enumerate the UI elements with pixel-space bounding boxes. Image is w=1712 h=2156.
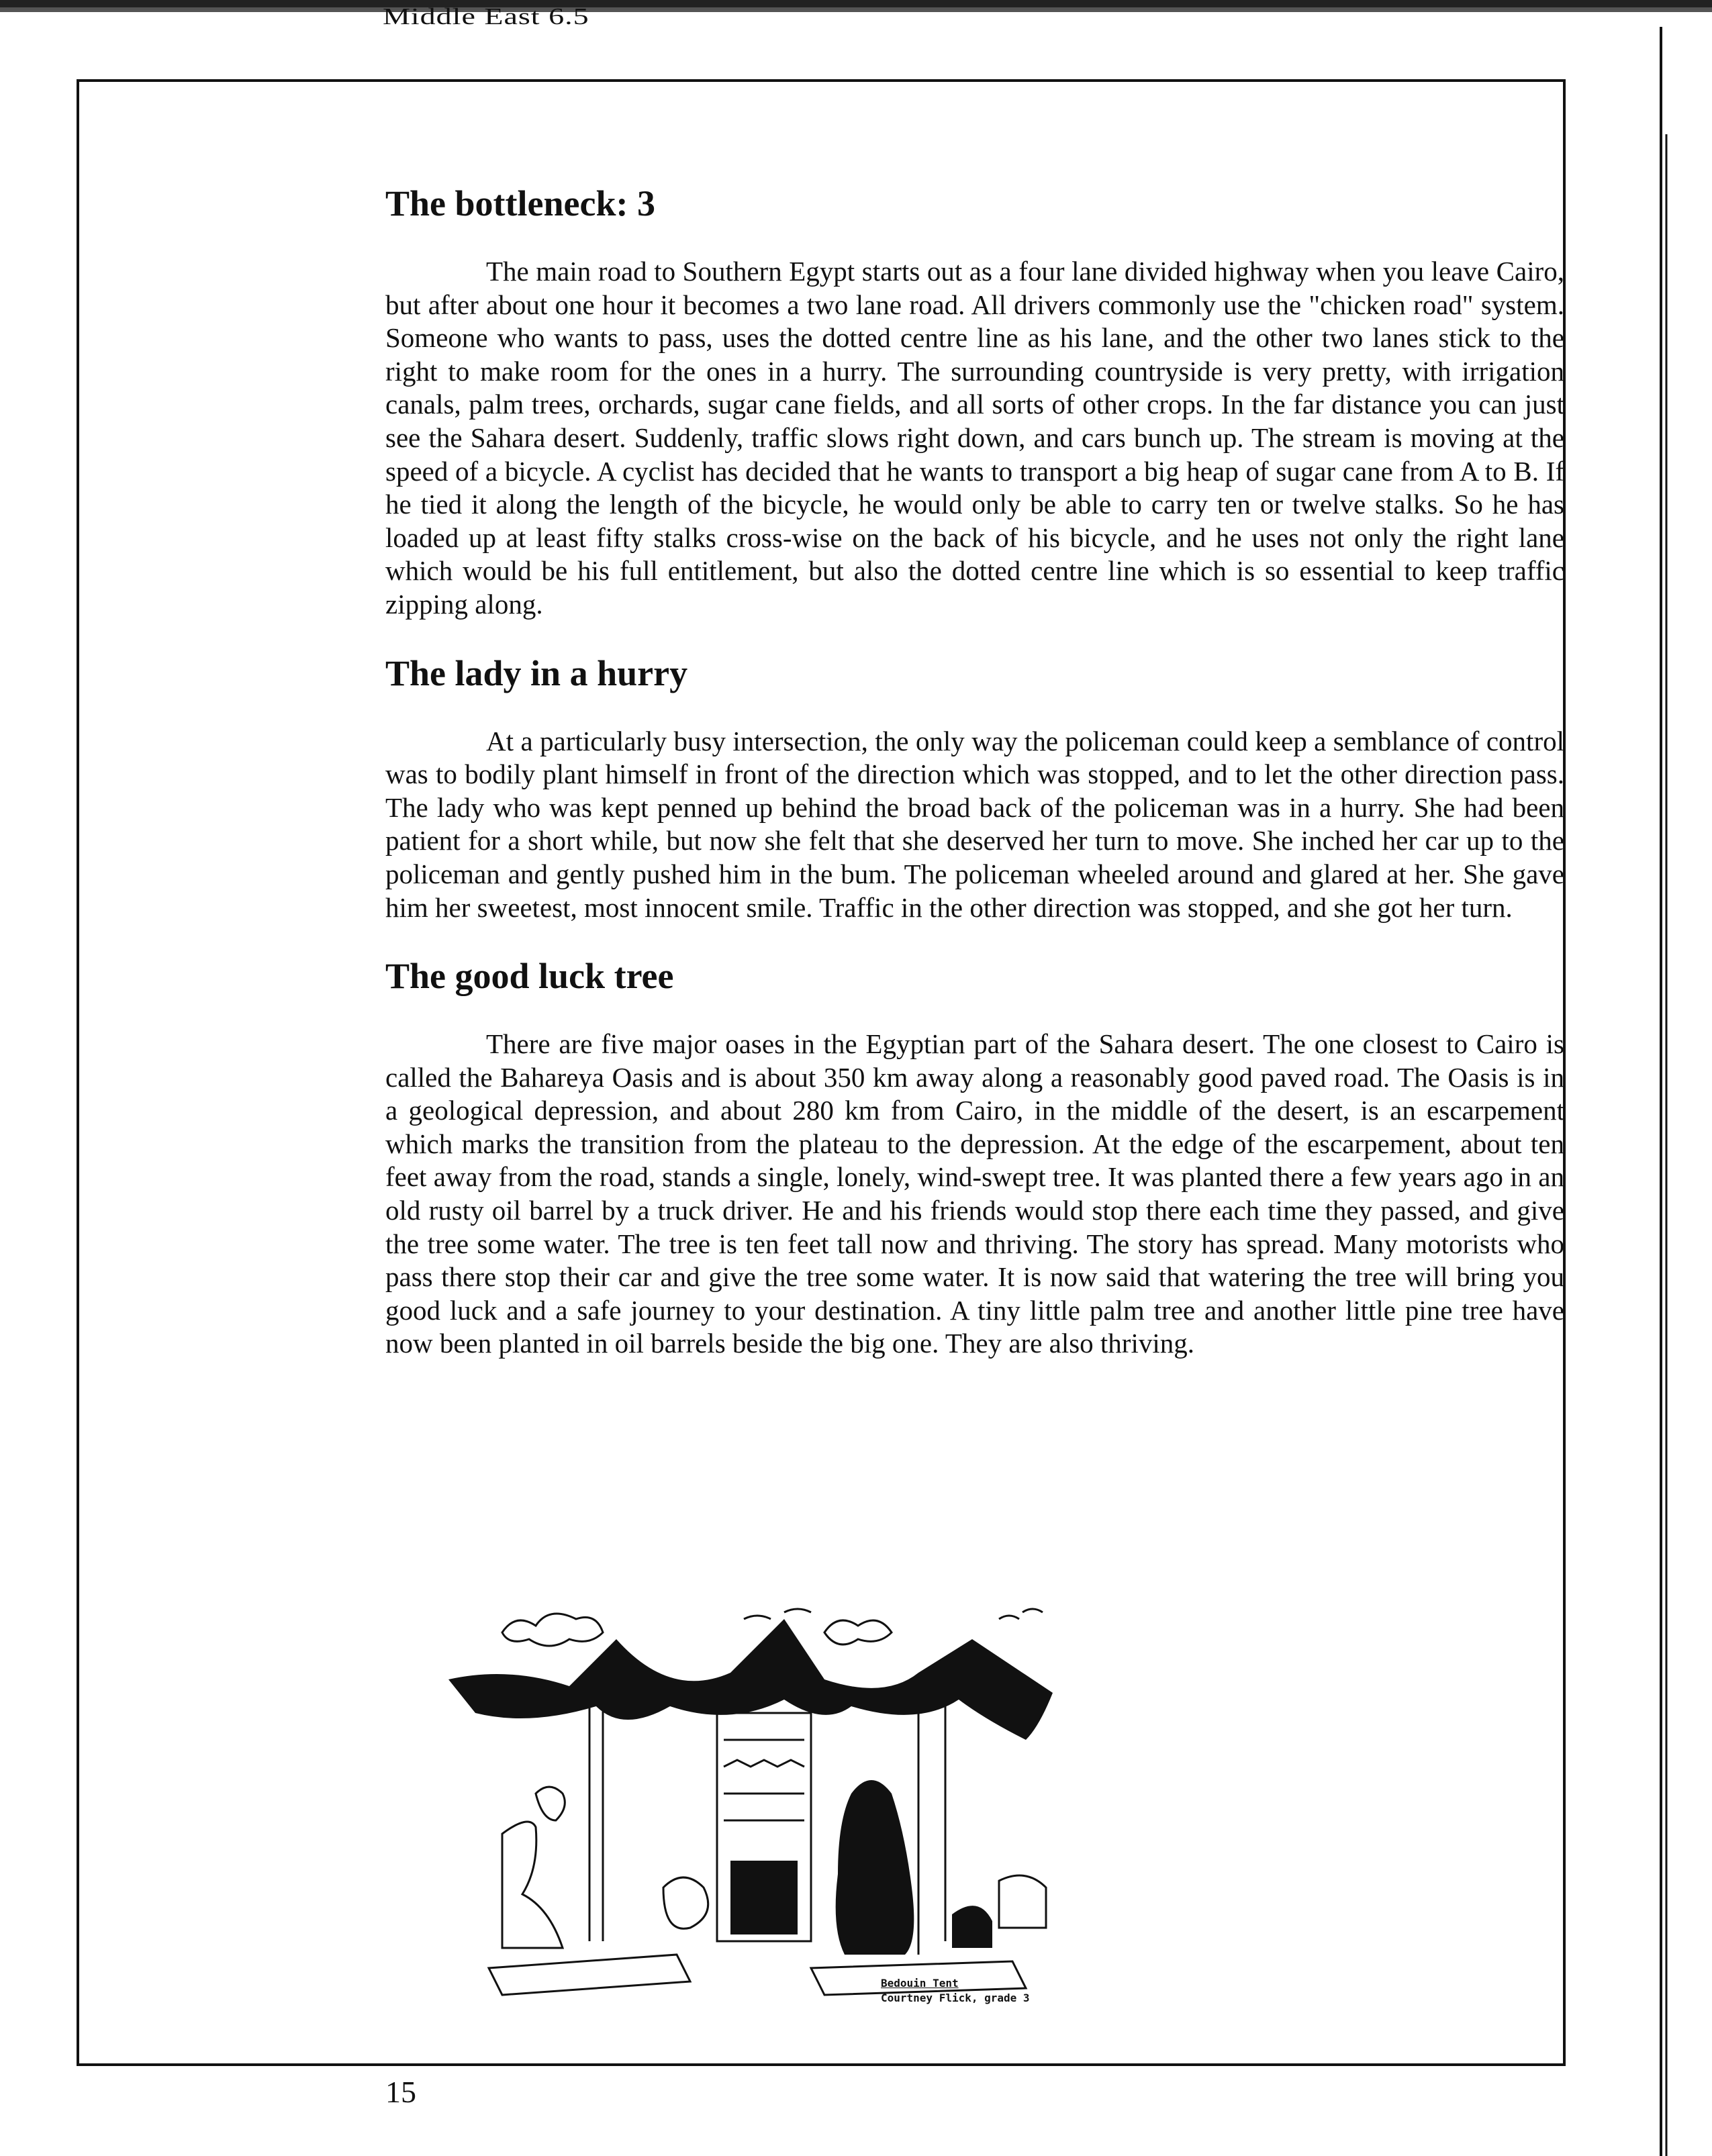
section-paragraph: There are five major oases in the Egyptian part of the Sahara desert. The one closest to Cairo is called the Bahareya Oasis and is about 350 km away along a reasonably good paved road. The Oasis is in a geological depression, and about 280 km from Cairo, in the middle of the desert, is an escarpement which marks the transition from the plateau to the depression. At the edge of the escarpement, about ten feet away from the road, stands a single, lonely, wind-swept tree. It was planted there a few years ago in an old rusty oil barrel by a truck driver. He and his friends would stop there each time they passed, and give the tree some water. The tree is ten feet tall now and thriving. The story has spread. Many motorists who pass there stop their car and give the tree some water. It is now said that watering the tree will bring you good luck and a safe journey to your destination. A tiny little palm tree and another little pine tree have now been planted in oil barrels beside the big one. They are also thriving. bbox=[385, 1028, 1564, 1359]
section-heading: The lady in a hurry bbox=[385, 652, 688, 693]
binding-edge bbox=[1658, 27, 1669, 2156]
caption-credit: Courtney Flick, grade 3 bbox=[881, 1992, 1030, 2004]
section-heading: The bottleneck: 3 bbox=[385, 183, 655, 224]
bedouin-tent-drawing bbox=[448, 1592, 1080, 2019]
page-number: 15 bbox=[385, 2075, 416, 2109]
section-bottleneck bbox=[385, 181, 1564, 622]
section-lady-in-a-hurry bbox=[385, 651, 1564, 925]
tent-roof bbox=[448, 1619, 1053, 1740]
article-body bbox=[385, 181, 1564, 1390]
figure-silhouette bbox=[836, 1780, 914, 1955]
illustration-caption bbox=[881, 1976, 1030, 2006]
scan-top-edge bbox=[0, 0, 1712, 12]
caption-title: Bedouin Tent bbox=[881, 1977, 959, 1990]
section-paragraph: The main road to Southern Egypt starts out as a four lane divided highway when you leave Cairo, but after about one hour it becomes a two lane road. All drivers commonly use the "chicken road" system. Someone who wants to pass, uses the dotted centre line as his lane, and the other two lanes stick to the right to make room for the ones in a hurry. The surrounding countryside is very pretty, with irrigation canals, palm trees, orchards, sugar cane fields, and all sorts of other crops. In the far distance you can just see the Sahara desert. Suddenly, traffic slows right down, and cars bunch up. The stream is moving at the speed of a bicycle. A cyclist has decided that he wants to transport a big heap of sugar cane from A to B. If he tied it along the length of the bicycle, he would only be able to carry ten or twelve stalks. So he has loaded up at least fifty stalks cross-wise on the back of his bicycle, and he uses not only the right lane which would be his full entitlement, but also the dotted centre line which is so essential to keep traffic zipping along. bbox=[385, 256, 1564, 620]
section-paragraph: At a particularly busy intersection, the only way the policeman could keep a semblance of control was to bodily plant himself in front of the direction which was stopped, and to let the other direction pass. The lady who was kept penned up behind the broad back of the policeman was in a hurry. She had been patient for a short while, but now she felt that she deserved her turn to move. She inched her car up to the policeman and gently pushed him in the bum. The policeman wheeled around and glared at her. She gave him her sweetest, most innocent smile. Traffic in the other direction was stopped, and she got her turn. bbox=[385, 725, 1564, 923]
section-good-luck-tree bbox=[385, 954, 1564, 1361]
running-head: Middle East 6.5 bbox=[383, 3, 589, 30]
section-heading: The good luck tree bbox=[385, 956, 674, 997]
